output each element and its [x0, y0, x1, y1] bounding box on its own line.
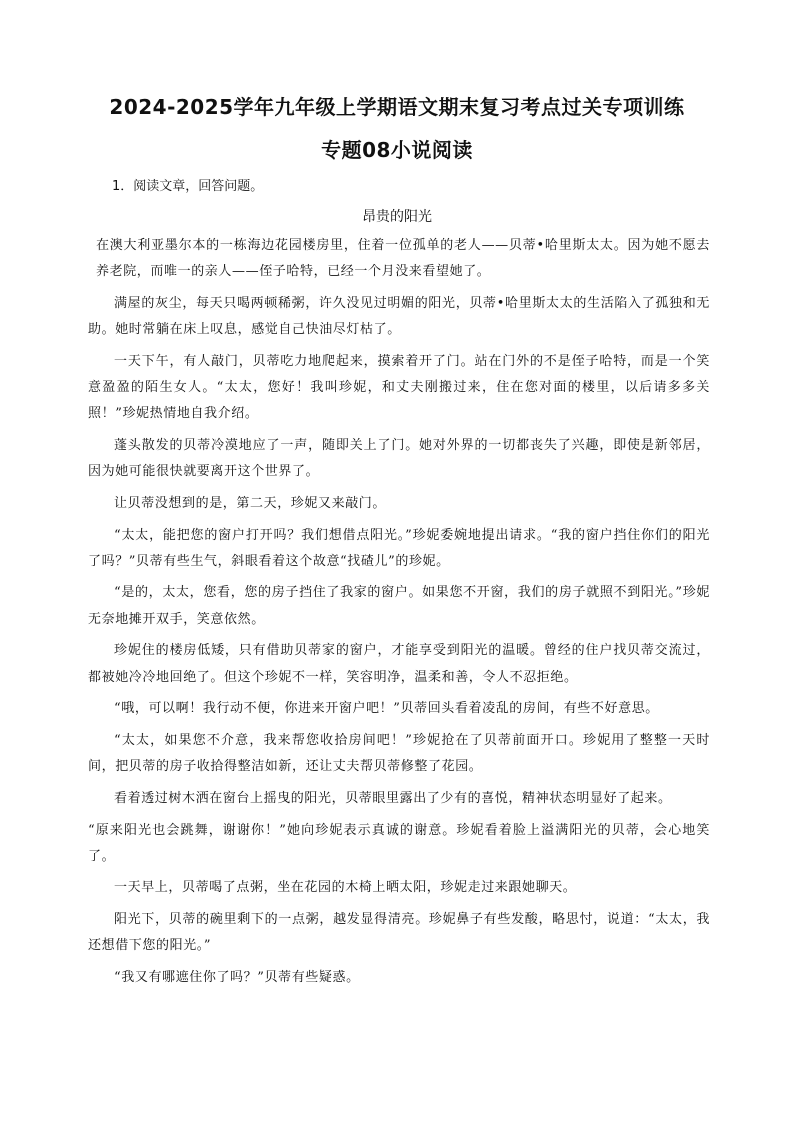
- document-subtitle: 专题08小说阅读: [321, 138, 473, 162]
- question-prompt: 1．阅读文章，回答问题。: [112, 179, 264, 194]
- story-paragraph: 满屋的灰尘，每天只喝两顿稀粥，许久没见过明媚的阳光，贝蒂•哈里斯太太的生活陷入了孤独和无助。她时常躺在床上叹息，感觉自己快油尽灯枯了。: [88, 295, 710, 338]
- story-body: [88, 233, 710, 997]
- story-paragraph: 珍妮住的楼房低矮，只有借助贝蒂家的窗户，才能享受到阳光的温暖。曾经的住户找贝蒂交流过，都被她冷冷地回绝了。但这个珍妮不一样，笑容明净，温柔和善，令人不忍拒绝。: [88, 643, 710, 685]
- story-paragraph: “太太，能把您的窗户打开吗？我们想借点阳光。”珍妮委婉地提出请求。“我的窗户挡住你们的阳光了吗？”贝蒂有些生气，斜眼看着这个故意“找碴儿”的珍妮。: [88, 527, 710, 569]
- story-paragraph: “是的，太太，您看，您的房子挡住了我家的窗户。如果您不开窗，我们的房子就照不到阳光。”珍妮无奈地摊开双手，笑意依然。: [88, 585, 710, 627]
- story-paragraph: 一天下午，有人敲门，贝蒂吃力地爬起来，摸索着开了门。站在门外的不是侄子哈特，而是一个笑意盈盈的陌生女人。“太太，您好！我叫珍妮，和丈夫刚搬过来，住在您对面的楼里，以后请多多关照！”珍妮热情地自我介绍。: [88, 353, 710, 422]
- story-paragraph: 让贝蒂没想到的是，第二天，珍妮又来敲门。: [114, 495, 387, 511]
- story-paragraph: 在澳大利亚墨尔本的一栋海边花园楼房里，住着一位孤单的老人——贝蒂•哈里斯太太。因为她不愿去养老院，而唯一的亲人——侄子哈特，已经一个月没来看望她了。: [96, 238, 710, 280]
- story-paragraph: “原来阳光也会跳舞，谢谢你！”她向珍妮表示真诚的谢意。珍妮看着脸上溢满阳光的贝蒂，会心地笑了。: [88, 822, 710, 864]
- story-paragraph: 看着透过树木洒在窗台上摇曳的阳光，贝蒂眼里露出了少有的喜悦，精神状态明显好了起来。: [114, 790, 672, 806]
- story-paragraph: “太太，如果您不介意，我来帮您收拾房间吧！”珍妮抢在了贝蒂前面开口。珍妮用了整整一天时间，把贝蒂的房子收拾得整洁如新，还让丈夫帮贝蒂修整了花园。: [88, 732, 710, 775]
- story-paragraph: 蓬头散发的贝蒂冷漠地应了一声，随即关上了门。她对外界的一切都丧失了兴趣，即使是新邻居，因为她可能很快就要离开这个世界了。: [88, 437, 710, 480]
- story-title: 昂贵的阳光: [362, 209, 432, 225]
- story-paragraph: “我又有哪遮住你了吗？”贝蒂有些疑惑。: [114, 970, 360, 986]
- document-title: 2024-2025学年九年级上学期语文期末复习考点过关专项训练: [109, 95, 685, 119]
- story-paragraph: 一天早上，贝蒂喝了点粥，坐在花园的木椅上晒太阳，珍妮走过来跟她聊天。: [114, 880, 577, 896]
- story-paragraph: “哦，可以啊！我行动不便，你进来开窗户吧！”贝蒂回头看着凌乱的房间，有些不好意思。: [114, 701, 659, 717]
- story-paragraph: 阳光下，贝蒂的碗里剩下的一点粥，越发显得清亮。珍妮鼻子有些发酸，略思忖，说道：“太太，我还想借下您的阳光。”: [88, 912, 710, 954]
